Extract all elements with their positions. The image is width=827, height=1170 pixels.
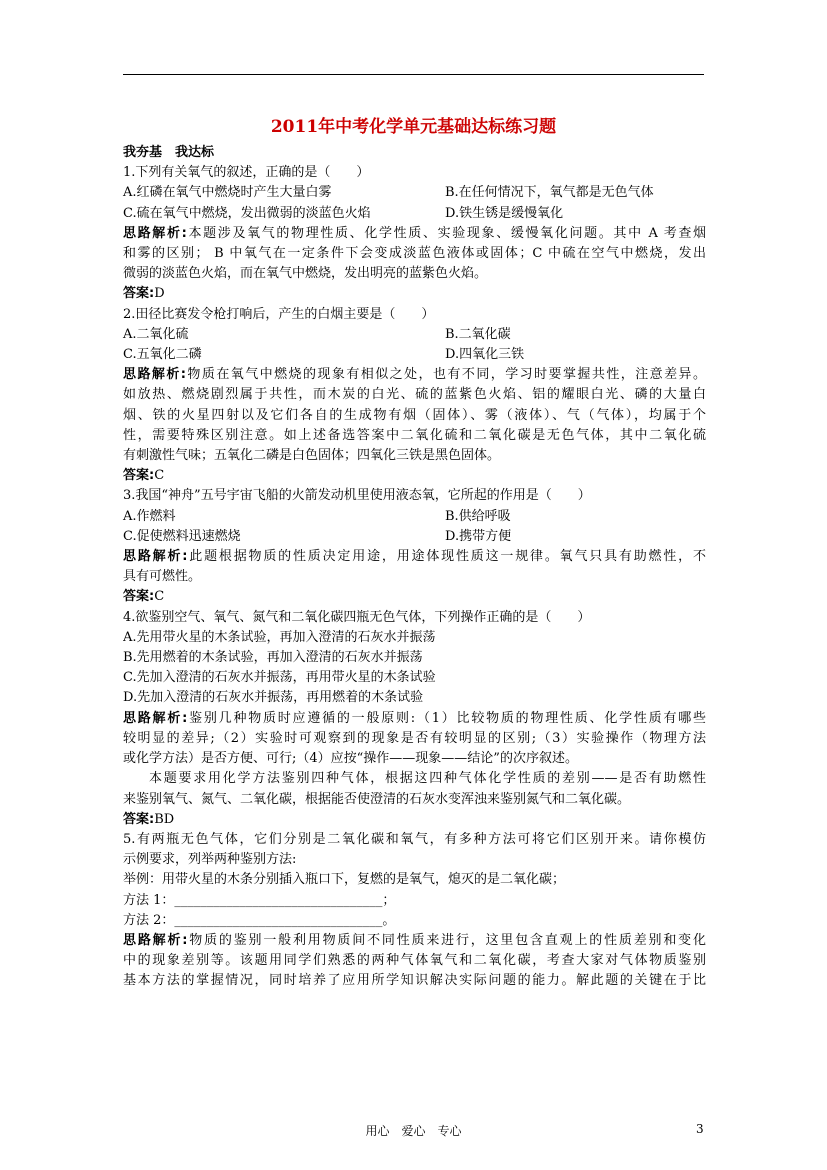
q1-option-b: B.在任何情况下，氧气都是无色气体 <box>445 185 654 201</box>
q4-analysis-line <box>123 709 706 729</box>
q2-analysis-line: 性，需要特殊区别注意。如上述备选答案中二氧化硫和二氧化碳是无色气体，其中二氧化硫 <box>123 427 706 443</box>
q5-analysis-line: 中的现象差别等。该题用同学们熟悉的两种气体氧气和二氧化碳，考查大家对气体物质鉴别 <box>123 953 706 969</box>
page-number: 3 <box>696 1122 704 1136</box>
analysis-text: 鉴别几种物质时应遵循的一般原则:（1）比较物质的物理性质、化学性质有哪些 <box>187 710 706 726</box>
q3-option-d: D.携带方便 <box>445 528 512 544</box>
q1-stem: 1.下列有关氧气的叙述，正确的是（ ） <box>123 165 370 181</box>
q3-analysis-line: 具有可燃性。 <box>123 569 202 585</box>
q4-option-d: D.先加入澄清的石灰水并振荡，再用燃着的木条试验 <box>123 690 424 706</box>
q5-analysis-line <box>123 931 706 951</box>
q2-analysis-line: 如放热、燃烧剧烈属于共性，而木炭的白光、硫的蓝紫色火焰、铝的耀眼白光、磷的大量白 <box>123 387 706 403</box>
q2-option-b: B.二氧化碳 <box>445 326 511 342</box>
q3-option-a: A.作燃料 <box>123 508 176 524</box>
analysis-text: 物质在氧气中燃烧的现象有相似之处，也有不同，学习时要掌握共性，注意差异。 <box>185 367 706 383</box>
page-title: 2011年中考化学单元基础达标练习题 <box>270 117 557 137</box>
q3-option-b: B.供给呼吸 <box>445 508 511 524</box>
q2-option-a: A.二氧化硫 <box>123 326 189 342</box>
analysis-label: 思路解析: <box>123 710 188 726</box>
q5-method-1: 方法 1：________________________________； <box>123 892 396 908</box>
q2-options-ab <box>123 325 706 345</box>
analysis-label: 思路解析: <box>123 932 188 948</box>
q2-analysis-line: 有刺激性气味；五氧化二磷是白色固体；四氧化三铁是黑色固体。 <box>123 448 501 464</box>
q4-option-a: A.先用带火星的木条试验，再加入澄清的石灰水并振荡 <box>123 629 436 645</box>
answer-label: 答案: <box>123 286 155 302</box>
q1-analysis-line <box>123 224 706 244</box>
q1-answer <box>123 284 706 304</box>
q2-option-d: D.四氧化三铁 <box>445 347 525 363</box>
q5-stem: 示例要求，列举两种鉴别方法: <box>123 852 297 868</box>
q4-option-c: C.先加入澄清的石灰水并振荡，再用带火星的木条试验 <box>123 670 436 686</box>
q2-option-c: C.五氧化二磷 <box>123 347 202 363</box>
q5-analysis-line: 基本方法的掌握情况，同时培养了应用所学知识解决实际问题的能力。解此题的关键在于比 <box>123 973 706 989</box>
section-heading: 我夯基 我达标 <box>123 145 215 160</box>
analysis-label: 思路解析: <box>123 367 186 383</box>
q2-analysis-line <box>123 365 706 385</box>
q4-analysis-line: 来鉴别氧气、氮气、二氧化碳，根据能否使澄清的石灰水变浑浊来鉴别氮气和二氧化碳。 <box>123 791 631 807</box>
header-rule <box>123 74 704 75</box>
q3-options-ab <box>123 507 706 527</box>
answer-label: 答案: <box>123 468 155 484</box>
q3-option-c: C.促使燃料迅速燃烧 <box>123 528 241 544</box>
q1-option-d: D.铁生锈是缓慢氧化 <box>445 205 564 221</box>
q2-answer <box>123 466 706 486</box>
analysis-label: 思路解析: <box>123 549 188 565</box>
answer-label: 答案: <box>123 811 155 827</box>
q2-analysis-line: 烟、铁的火星四射以及它们各自的生成物有烟（固体）、雾（液体）、气（气体），均属于个 <box>123 407 706 423</box>
page-footer: 用心 爱心 专心 <box>365 1124 462 1138</box>
q3-answer <box>123 587 706 607</box>
q3-options-cd <box>123 527 706 547</box>
answer-value: C <box>154 468 165 484</box>
q1-option-a: A.红磷在氧气中燃烧时产生大量白雾 <box>123 185 332 201</box>
q1-option-c: C.硫在氧气中燃烧，发出微弱的淡蓝色火焰 <box>123 205 371 221</box>
q1-analysis-line: 微弱的淡蓝色火焰，而在氧气中燃烧，发出明亮的蓝紫色火焰。 <box>123 266 488 282</box>
q4-analysis-line: 本题要求用化学方法鉴别四种气体，根据这四种气体化学性质的差别——是否有助燃性 <box>149 771 706 787</box>
analysis-text: 本题涉及氧气的物理性质、化学性质、实验现象、缓慢氧化问题。其中 A 考查烟 <box>186 225 706 241</box>
answer-value: D <box>154 286 165 302</box>
q1-options-cd <box>123 204 706 224</box>
q2-options-cd <box>123 345 706 365</box>
q4-analysis-line: 较明显的差异;（2）实验时可观察到的现象是否有较明显的区别;（3）实验操作（物理方法 <box>123 730 706 746</box>
analysis-text: 物质的鉴别一般利用物质间不同性质来进行，这里包含直观上的性质差别和变化 <box>187 932 706 948</box>
q2-stem: 2.田径比赛发令枪打响后，产生的白烟主要是（ ） <box>123 306 435 322</box>
q4-stem: 4.欲鉴别空气、氧气、氮气和二氧化碳四瓶无色气体，下列操作正确的是（ ） <box>123 609 591 625</box>
q4-answer <box>123 810 706 830</box>
q4-analysis-line: 或化学方法）是否方便、可行;（4）应按“操作——现象——结论”的次序叙述。 <box>123 751 578 767</box>
answer-value: BD <box>154 811 175 827</box>
document-body <box>123 143 706 992</box>
answer-label: 答案: <box>123 589 155 605</box>
q3-analysis-line <box>123 547 706 567</box>
q5-stem: 5.有两瓶无色气体，它们分别是二氧化碳和氧气，有多种方法可将它们区别开来。请你模仿 <box>123 831 706 847</box>
q3-stem: 3.我国“神舟”五号宇宙飞船的火箭发动机里使用液态氧，它所起的作用是（ ） <box>123 488 591 504</box>
q4-option-b: B.先用燃着的木条试验，再加入澄清的石灰水并振荡 <box>123 650 423 666</box>
q1-options-ab <box>123 183 706 203</box>
q5-example: 举例：用带火星的木条分别插入瓶口下，复燃的是氧气，熄灭的是二氧化碳； <box>123 872 566 888</box>
analysis-text: 此题根据物质的性质决定用途，用途体现性质这一规律。氧气只具有助燃性，不 <box>187 549 706 565</box>
answer-value: C <box>154 589 165 605</box>
q5-method-2: 方法 2：________________________________。 <box>123 912 396 928</box>
analysis-label: 思路解析: <box>123 225 187 241</box>
q1-analysis-line: 和雾的区别； B 中氧气在一定条件下会变成淡蓝色液体或固体；C 中硫在空气中燃烧，发出 <box>123 246 706 262</box>
